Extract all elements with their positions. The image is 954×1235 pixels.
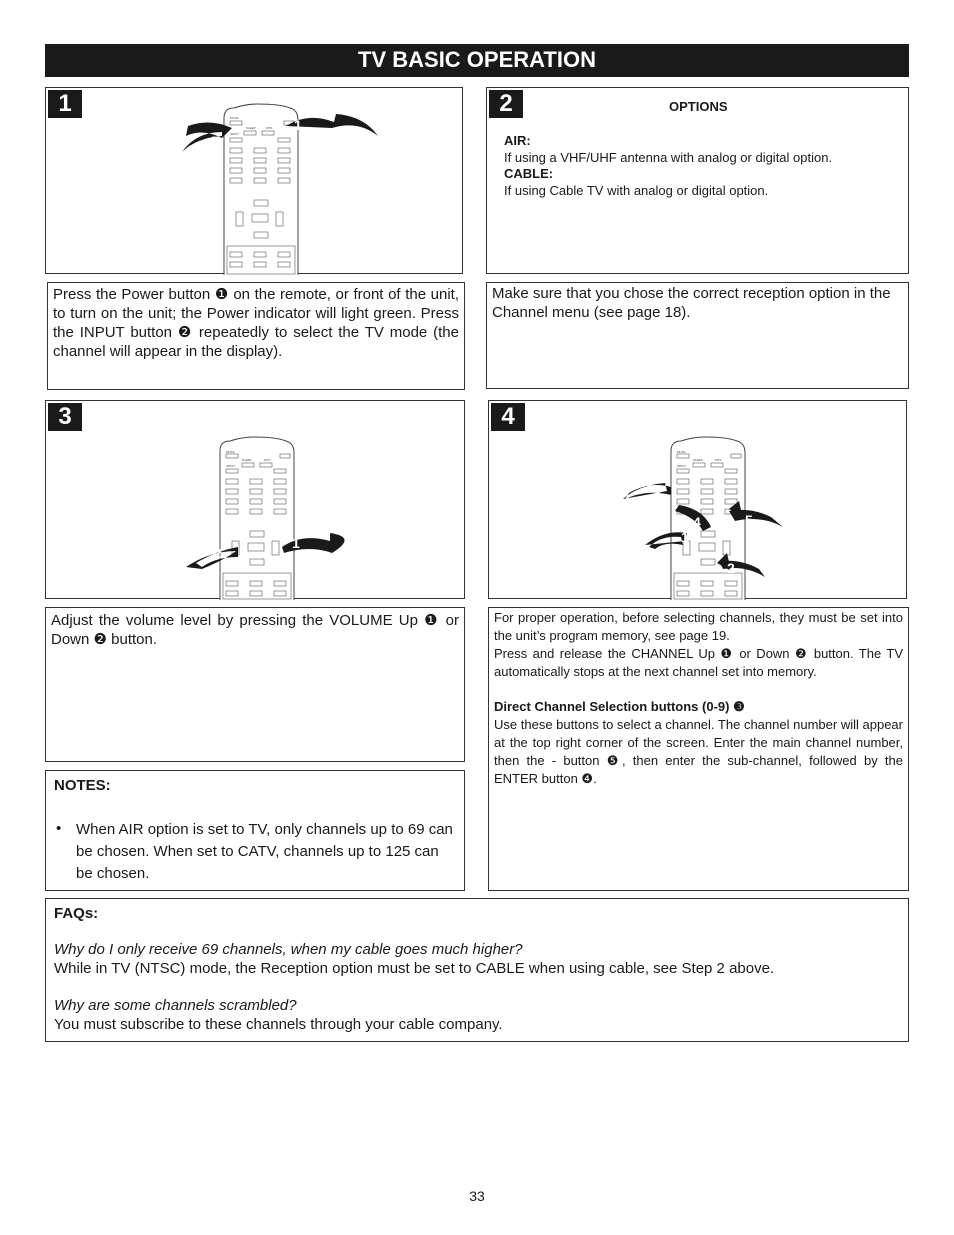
svg-text:INPUT: INPUT [230,132,239,136]
notes-item: When AIR option is set to TV, only channels up to 69 can be chosen. When set to CATV, channels up to 125 can be chosen. [76,821,453,882]
cable-text: If using Cable TV with analog or digital option. [504,183,769,198]
step2-figure [486,87,909,274]
svg-text:MTS: MTS [264,458,271,462]
remote-control-icon [46,88,464,275]
callout-arrow-1 [282,533,345,553]
svg-text:SLEEP: SLEEP [242,458,252,462]
step3-number: 3 [48,403,82,431]
svg-text:INPUT: INPUT [226,464,235,468]
step4-figure [488,400,907,599]
faq-question-1: Why do I only receive 69 channels, when my cable goes much higher? [54,941,523,958]
step4-number: 4 [491,403,525,431]
faqs-title: FAQs: [54,905,99,922]
step2-text: Make sure that you chose the correct reception option in the Channel menu (see page 18). [486,282,909,389]
callout-arrow-1 [286,114,378,136]
faq-question-2: Why are some channels scrambled? [54,997,297,1014]
faq-answer-1: While in TV (NTSC) mode, the Reception option must be set to CABLE when using cable, see Step 2 above. [54,960,775,977]
page-title: TV BASIC OPERATION [45,44,909,77]
step4-direct-title: Direct Channel Selection buttons (0-9) ❸ [494,699,745,714]
faqs-box [45,898,909,1042]
svg-text:2: 2 [727,560,735,576]
cable-label: CABLE: [504,166,554,181]
svg-text:SLEEP: SLEEP [693,458,703,462]
step4-text [488,607,909,891]
air-label: AIR: [504,133,531,148]
svg-text:MTS: MTS [715,458,722,462]
svg-text:1: 1 [294,117,302,133]
step2-number: 2 [489,90,523,118]
notes-box [45,770,465,891]
air-text: If using a VHF/UHF antenna with analog or digital option. [504,150,833,165]
svg-text:1: 1 [292,535,300,551]
svg-text:MUTE: MUTE [226,450,235,454]
callout-arrow-3 [623,483,671,500]
svg-text:MTS: MTS [266,126,273,130]
step4-para1: For proper operation, before selecting channels, they must be set into the unit’s program memory, see page 19. [494,610,903,643]
step4-direct-text: Use these buttons to select a channel. The channel number will appear at the top right corner of the screen. Enter the main channel number, then the - button ❺, then enter the sub-channel, followed by the ENTER button ❹. [494,717,903,786]
svg-text:MUTE: MUTE [677,450,686,454]
notes-bullet: • [56,820,62,837]
page-number: 33 [469,1188,485,1204]
step1-text: Press the Power button ❶ on the remote, or front of the unit, to turn on the unit; the Power indicator will light green. Press the INPUT button ❷ repeatedly to select the TV mode (the channel will appear in the display). [47,282,465,390]
step1-number: 1 [48,90,82,118]
step3-text: Adjust the volume level by pressing the VOLUME Up ❶ or Down ❷ button. [45,607,465,762]
remote-control-icon [46,401,466,600]
step4-para2: Press and release the CHANNEL Up ❶ or Down ❷ button. The TV automatically stops at the next channel set into memory. [494,646,903,679]
svg-text:1: 1 [681,529,689,545]
svg-text:5: 5 [745,512,753,528]
step1-figure [45,87,463,274]
faq-answer-2: You must subscribe to these channels through your cable company. [54,1016,503,1033]
options-title: OPTIONS [669,99,728,114]
svg-text:4: 4 [693,514,701,530]
svg-text:SLEEP: SLEEP [246,126,256,130]
svg-text:MUTE: MUTE [230,116,239,120]
svg-text:3: 3 [653,484,661,500]
notes-title: NOTES: [54,777,111,794]
svg-text:INPUT: INPUT [677,464,686,468]
svg-text:2: 2 [210,133,218,149]
svg-text:2: 2 [214,545,222,561]
step3-figure [45,400,465,599]
remote-control-icon [489,401,908,600]
